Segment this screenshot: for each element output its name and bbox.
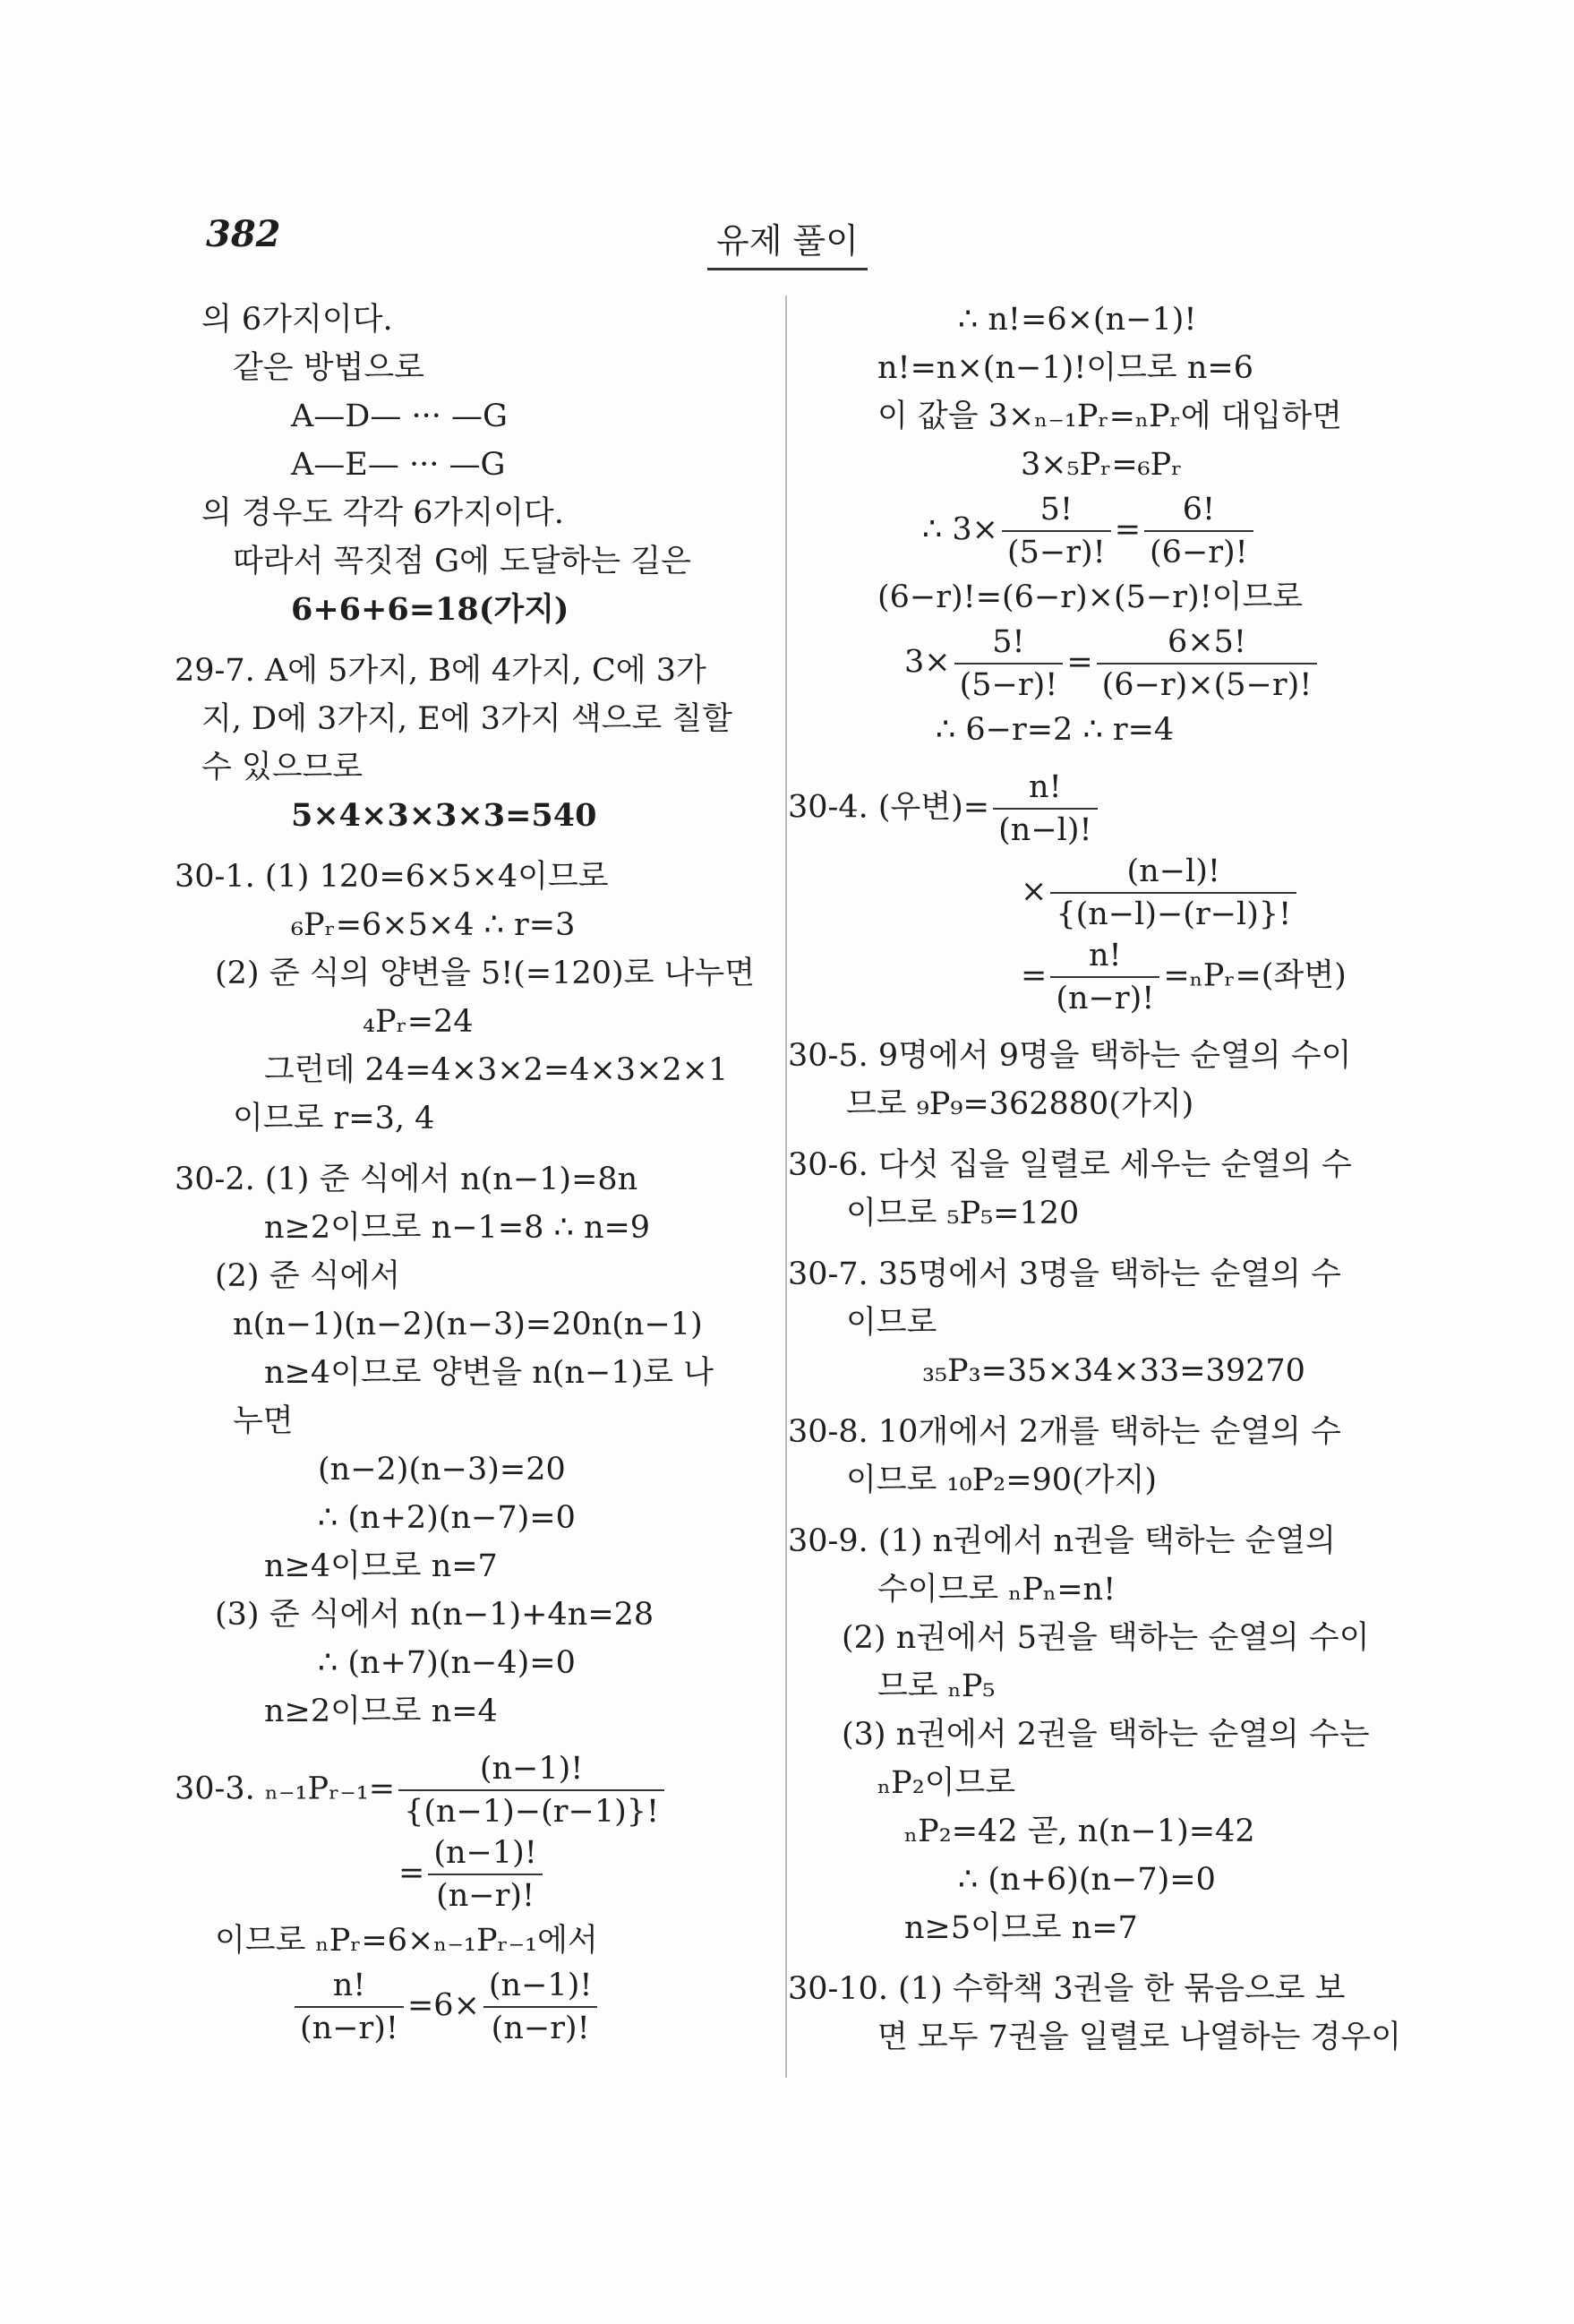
text-line: 의 경우도 각각 6가지이다. — [201, 495, 564, 531]
answer-line: 6+6+6=18(가지) — [291, 591, 569, 628]
column-divider — [785, 296, 787, 2078]
answer-line: n≥2이므로 n−1=8 ∴ n=9 — [264, 1210, 651, 1246]
problem-30-10: 30-10. (1) 수학책 3권을 한 묶음으로 보 — [788, 1971, 1346, 2007]
formula-line — [815, 489, 1388, 573]
left-column — [175, 296, 757, 2049]
numerator: (n−1)! — [398, 1748, 664, 1791]
running-header: 유제 풀이 — [707, 213, 868, 270]
text-fragment: = — [1114, 511, 1142, 548]
text-line: 의 6가지이다. — [201, 302, 393, 338]
text-line: 수 있으므로 — [201, 750, 364, 785]
answer-line: n≥5이므로 n=7 — [904, 1910, 1138, 1946]
problem-30-5: 30-5. 9명에서 9명을 택하는 순열의 수이 — [788, 1038, 1352, 1074]
fraction — [1144, 489, 1253, 573]
text-line: (3) n권에서 2권을 택하는 순열의 수는 — [842, 1717, 1370, 1753]
formula-line — [201, 1965, 757, 2049]
text-line: (2) 준 식에서 — [215, 1258, 401, 1294]
text-fragment: = — [1066, 644, 1093, 681]
page-number: 382 — [206, 213, 281, 255]
fraction — [483, 1965, 598, 2049]
formula-line: ∴ (n+6)(n−7)=0 — [958, 1862, 1216, 1898]
text-fragment: = — [1021, 957, 1048, 994]
text-fragment: ∴ 3× — [922, 511, 998, 548]
text-fragment: 3× — [904, 644, 951, 681]
formula-line: ₙP₂=42 곧, n(n−1)=42 — [904, 1814, 1255, 1849]
formula-line: 그런데 24=4×3×2=4×3×2×1 — [264, 1052, 729, 1088]
denominator: {(n−1)−(r−1)}! — [404, 1794, 660, 1830]
numerator: (n−1)! — [428, 1832, 543, 1875]
problem-30-9: 30-9. (1) n권에서 n권을 택하는 순열의 — [788, 1523, 1336, 1559]
text-line: ₙP₂이므로 — [877, 1765, 1016, 1801]
answer-line: 이므로 ₁₀P₂=90(가지) — [846, 1462, 1157, 1498]
text-line: (6−r)!=(6−r)×(5−r)!이므로 — [877, 579, 1304, 615]
text-line: (2) n권에서 5권을 택하는 순열의 수이 — [842, 1620, 1370, 1656]
denominator: {(n−l)−(r−l)}! — [1056, 896, 1292, 932]
text-line: 이 값을 3×ₙ₋₁Pᵣ=ₙPᵣ에 대입하면 — [877, 399, 1342, 434]
formula-line: A—E— ··· —G — [291, 447, 506, 483]
denominator: (5−r)! — [959, 667, 1058, 703]
denominator: (6−r)×(5−r)! — [1101, 667, 1313, 703]
fraction — [1097, 622, 1318, 706]
fraction — [398, 1748, 664, 1832]
numerator: 5! — [954, 622, 1064, 665]
denominator: (n−r)! — [1056, 981, 1155, 1016]
formula-line — [201, 1832, 757, 1917]
formula-line: A—D— ··· —G — [291, 399, 508, 434]
numerator: 5! — [1002, 489, 1111, 532]
text-line: (3) 준 식에서 n(n−1)+4n=28 — [215, 1597, 654, 1633]
numerator: 6! — [1144, 489, 1253, 532]
text-line: 면 모두 7권을 일렬로 나열하는 경우이 — [877, 2020, 1402, 2055]
fraction — [1050, 935, 1159, 1019]
answer-line: 므로 ₙP₅ — [877, 1668, 996, 1704]
text-fragment: 30-4. (우변)= — [788, 789, 990, 826]
answer-line: ∴ 6−r=2 ∴ r=4 — [936, 712, 1175, 748]
problem-30-6: 30-6. 다섯 집을 일렬로 세우는 순열의 수 — [788, 1147, 1352, 1183]
text-fragment: =6× — [406, 1987, 480, 2024]
denominator: (n−r)! — [436, 1878, 535, 1914]
answer-line: n!=n×(n−1)!이므로 n=6 — [877, 350, 1254, 386]
answer-line: 이므로 ₅P₅=120 — [846, 1196, 1080, 1231]
text-line: 이므로 — [846, 1305, 937, 1341]
formula-line — [815, 622, 1388, 706]
formula-line: ∴ (n+2)(n−7)=0 — [318, 1500, 576, 1536]
numerator: (n−1)! — [483, 1965, 598, 2008]
fraction — [954, 622, 1064, 706]
formula-line: ₄Pᵣ=24 — [363, 1004, 474, 1040]
answer-line: n≥2이므로 n=4 — [264, 1694, 498, 1729]
denominator: (n−r)! — [300, 2011, 398, 2046]
formula-line — [815, 851, 1388, 935]
answer-line: 5×4×3×3×3=540 — [291, 797, 597, 834]
text-line: 따라서 꼭짓점 G에 도달하는 길은 — [233, 544, 691, 579]
answer-line: ₃₅P₃=35×34×33=39270 — [922, 1353, 1305, 1389]
problem-30-1: 30-1. (1) 120=6×5×4이므로 — [175, 859, 609, 895]
text-fragment: × — [1021, 873, 1048, 910]
numerator: n! — [1050, 935, 1159, 978]
fraction — [428, 1832, 543, 1917]
text-fragment: 30-3. ₙ₋₁Pᵣ₋₁= — [175, 1771, 396, 1807]
text-line: n≥4이므로 양변을 n(n−1)로 나 — [264, 1355, 714, 1391]
answer-line: n≥4이므로 n=7 — [264, 1548, 498, 1584]
text-line: 이므로 ₙPᵣ=6×ₙ₋₁Pᵣ₋₁에서 — [215, 1923, 598, 1959]
formula-line: 3×₅Pᵣ=₆Pᵣ — [1021, 447, 1183, 483]
denominator: (5−r)! — [1007, 535, 1106, 570]
text-line: 같은 방법으로 — [233, 350, 424, 386]
text-line: 누면 — [233, 1403, 294, 1439]
denominator: (n−r)! — [491, 2011, 590, 2046]
denominator: (n−l)! — [998, 812, 1092, 848]
fraction — [1050, 851, 1296, 935]
fraction — [1002, 489, 1111, 573]
answer-line: 므로 ₉P₉=362880(가지) — [846, 1086, 1194, 1122]
formula-line: (n−2)(n−3)=20 — [318, 1452, 566, 1488]
denominator: (6−r)! — [1150, 535, 1248, 570]
formula-line: ∴ (n+7)(n−4)=0 — [318, 1645, 576, 1681]
problem-30-4 — [788, 767, 1388, 851]
problem-30-2: 30-2. (1) 준 식에서 n(n−1)=8n — [175, 1162, 638, 1197]
text-fragment: =ₙPᵣ=(좌변) — [1163, 957, 1347, 994]
text-fragment: = — [398, 1855, 425, 1891]
formula-line: ₆Pᵣ=6×5×4 ∴ r=3 — [291, 907, 576, 943]
formula-line: n(n−1)(n−2)(n−3)=20n(n−1) — [233, 1307, 703, 1342]
right-column — [788, 296, 1402, 2062]
formula-line — [815, 935, 1388, 1019]
problem-30-3 — [175, 1748, 757, 1832]
text-line: 지, D에 3가지, E에 3가지 색으로 칠할 — [201, 701, 732, 737]
fraction — [295, 1965, 404, 2049]
answer-line: 이므로 r=3, 4 — [233, 1101, 435, 1136]
numerator: 6×5! — [1097, 622, 1318, 665]
problem-29-7: 29-7. A에 5가지, B에 4가지, C에 3가 — [175, 653, 706, 689]
numerator: (n−l)! — [1050, 851, 1296, 894]
numerator: n! — [993, 767, 1097, 810]
answer-line: 수이므로 ₙPₙ=n! — [877, 1572, 1116, 1608]
problem-30-7: 30-7. 35명에서 3명을 택하는 순열의 수 — [788, 1256, 1341, 1292]
formula-line: ∴ n!=6×(n−1)! — [958, 302, 1197, 338]
text-line: (2) 준 식의 양변을 5!(=120)로 나누면 — [215, 956, 756, 991]
fraction — [993, 767, 1097, 851]
numerator: n! — [295, 1965, 404, 2008]
problem-30-8: 30-8. 10개에서 2개를 택하는 순열의 수 — [788, 1414, 1341, 1450]
